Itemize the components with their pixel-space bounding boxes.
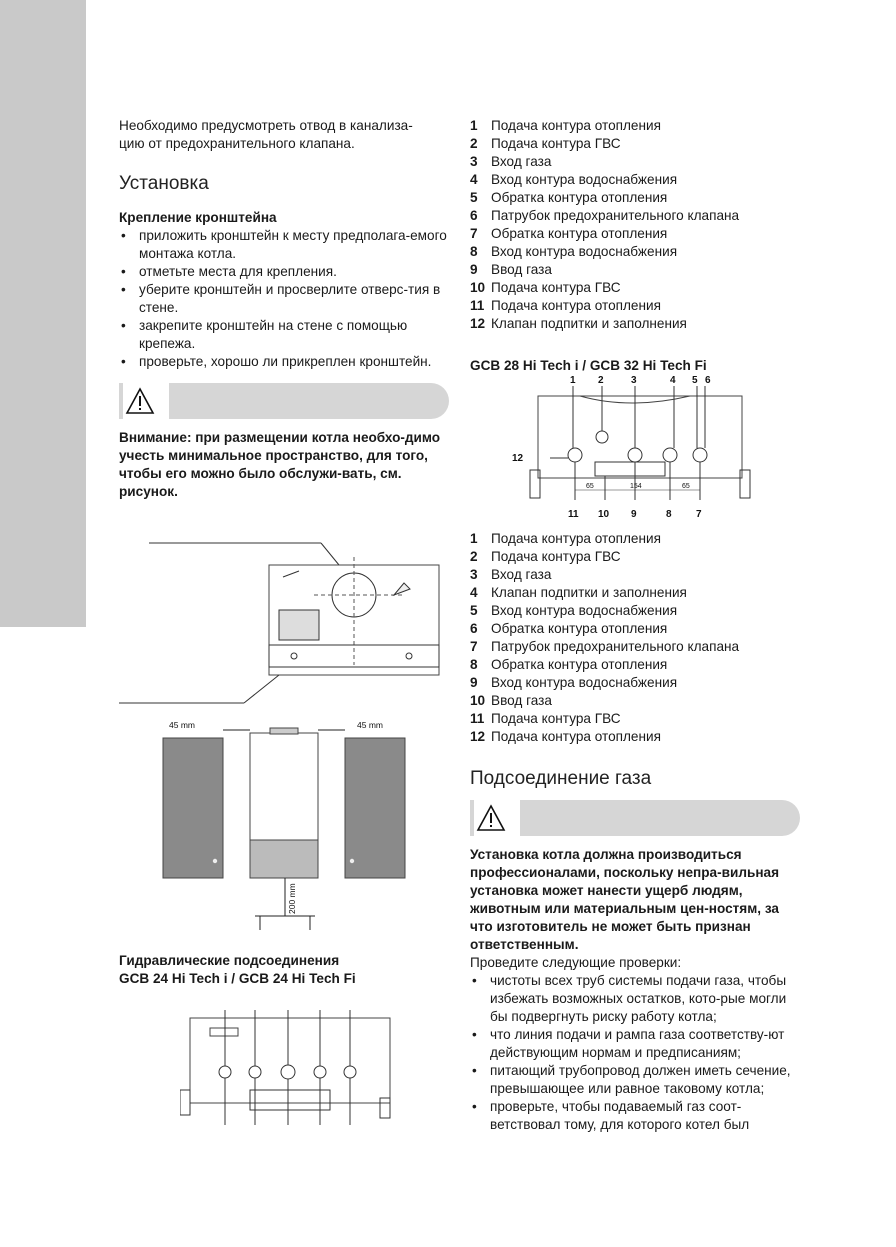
list-item: 7 Патрубок предохранительного клапана (470, 639, 740, 654)
hydraulic-figure-24 (180, 1010, 400, 1135)
diagram-label: 11 (568, 509, 579, 520)
diagram-label: 5 (692, 375, 698, 386)
diagram-label: 1 (570, 375, 576, 386)
list-item: 10 Ввод газа (470, 693, 552, 708)
list-item: 3 Вход газа (470, 567, 552, 582)
diagram-label: 4 (670, 375, 676, 386)
list-item: 5 Вход контура водоснабжения (470, 603, 678, 618)
side-tab-bar (0, 0, 86, 627)
warning-icon (125, 387, 155, 415)
list-item: • отметьте места для крепления. (119, 263, 449, 281)
clearance-bottom-label: 200 mm (287, 883, 297, 914)
list-item: • закрепите кронштейн на стене с помощью крепежа. (119, 317, 449, 353)
list-item: 6 Патрубок предохранительного клапана (470, 208, 740, 223)
gas-warning-text: Установка котла должна производиться профессионалами, поскольку непра-вильная установка может нанести ущерб людям, животным или материальным цен-ностям, за что изготовитель не может быть признан ответственным. (470, 847, 780, 952)
list-item: 12 Подача контура отопления (470, 729, 661, 744)
diagram-label: 10 (598, 509, 610, 520)
list-item: 6 Обратка контура отопления (470, 621, 668, 636)
clearance-figure (155, 718, 415, 938)
list-item: 2 Подача контура ГВС (470, 136, 621, 151)
list-item: 4 Вход контура водоснабжения (470, 172, 678, 187)
connections-list-24 (470, 117, 800, 333)
clearance-right-label: 45 mm (357, 720, 383, 730)
list-item: 8 Вход контура водоснабжения (470, 244, 678, 259)
bracket-heading: Крепление кронштейна (119, 210, 277, 225)
list-item: • проверьте, хорошо ли прикреплен кронштейн. (119, 353, 449, 371)
diagram-label: 6 (705, 375, 711, 386)
warning-icon (476, 804, 506, 832)
list-item: • питающий трубопровод должен иметь сечение, превышающее или равное таковому котла; (470, 1062, 800, 1098)
diagram-label: 8 (666, 509, 672, 520)
diagram-label: 2 (598, 375, 604, 386)
diagram-dimension: 65 (586, 483, 594, 490)
hydraulic-model-heading: GCB 24 Hi Tech i / GCB 24 Hi Tech Fi (119, 971, 356, 986)
list-item: 12 Клапан подпитки и заполнения (470, 316, 687, 331)
diagram-label: 9 (631, 509, 637, 520)
hydraulic-heading-block (119, 952, 449, 988)
gas-checks (470, 972, 800, 1134)
gas-warning-bar (470, 800, 800, 836)
bracket-figure (119, 535, 449, 710)
list-item: 11 Подача контура ГВС (470, 711, 621, 726)
list-item: 8 Обратка контура отопления (470, 657, 668, 672)
list-item: 5 Обратка контура отопления (470, 190, 668, 205)
gas-heading: Подсоединение газа (470, 768, 652, 789)
list-item: 11 Подача контура отопления (470, 298, 661, 313)
list-item: • что линия подачи и рампа газа соответству-ют действующим нормам и предписаниям; (470, 1026, 800, 1062)
diagram-dimension: 154 (630, 483, 642, 490)
list-item: • проверьте, чтобы подаваемый газ соот-ветствовал тому, для которого котел был (470, 1098, 800, 1134)
warning-text: Внимание: при размещении котла необхо-димо учесть минимальное пространство, для того, чтобы его можно было обслужи-вать, см. рисунок. (119, 430, 441, 499)
intro-text: Необходимо предусмотреть отвод в канализа- цию от предохранительного клапана. (119, 118, 413, 151)
diagram-dimension: 65 (682, 483, 690, 490)
checks-intro: Проведите следующие проверки: (470, 955, 682, 970)
install-heading: Установка (119, 173, 209, 194)
list-item: 4 Клапан подпитки и заполнения (470, 585, 687, 600)
list-item: 9 Вход контура водоснабжения (470, 675, 678, 690)
left-column (119, 117, 449, 501)
model28-heading: GCB 28 Hi Tech i / GCB 32 Hi Tech Fi (470, 358, 707, 373)
warning-bar (119, 383, 449, 419)
list-item: 9 Ввод газа (470, 262, 552, 277)
list-item: • приложить кронштейн к месту предполага-емого монтажа котла. (119, 227, 449, 263)
list-item: 3 Вход газа (470, 154, 552, 169)
bracket-steps (119, 227, 449, 371)
list-item: • уберите кронштейн и просверлите отверс-тия в стене. (119, 281, 449, 317)
clearance-left-label: 45 mm (169, 720, 195, 730)
hydraulic-heading: Гидравлические подсоединения (119, 953, 340, 968)
right-column (470, 117, 800, 375)
list-item: 7 Обратка контура отопления (470, 226, 668, 241)
diagram-label: 12 (512, 453, 524, 464)
list-item: 10 Подача контура ГВС (470, 280, 621, 295)
list-item: 1 Подача контура отопления (470, 118, 661, 133)
connections-list-28 (470, 530, 800, 746)
list-item: 2 Подача контура ГВС (470, 549, 621, 564)
hydraulic-figure-28 (510, 370, 770, 522)
list-item: 1 Подача контура отопления (470, 531, 661, 546)
right-column-lower (470, 530, 800, 1134)
diagram-label: 3 (631, 375, 637, 386)
list-item: • чистоты всех труб системы подачи газа, чтобы избежать возможных остатков, кото-рые могли бы подвергнуть риску работу котла; (470, 972, 800, 1026)
diagram-label: 7 (696, 509, 702, 520)
